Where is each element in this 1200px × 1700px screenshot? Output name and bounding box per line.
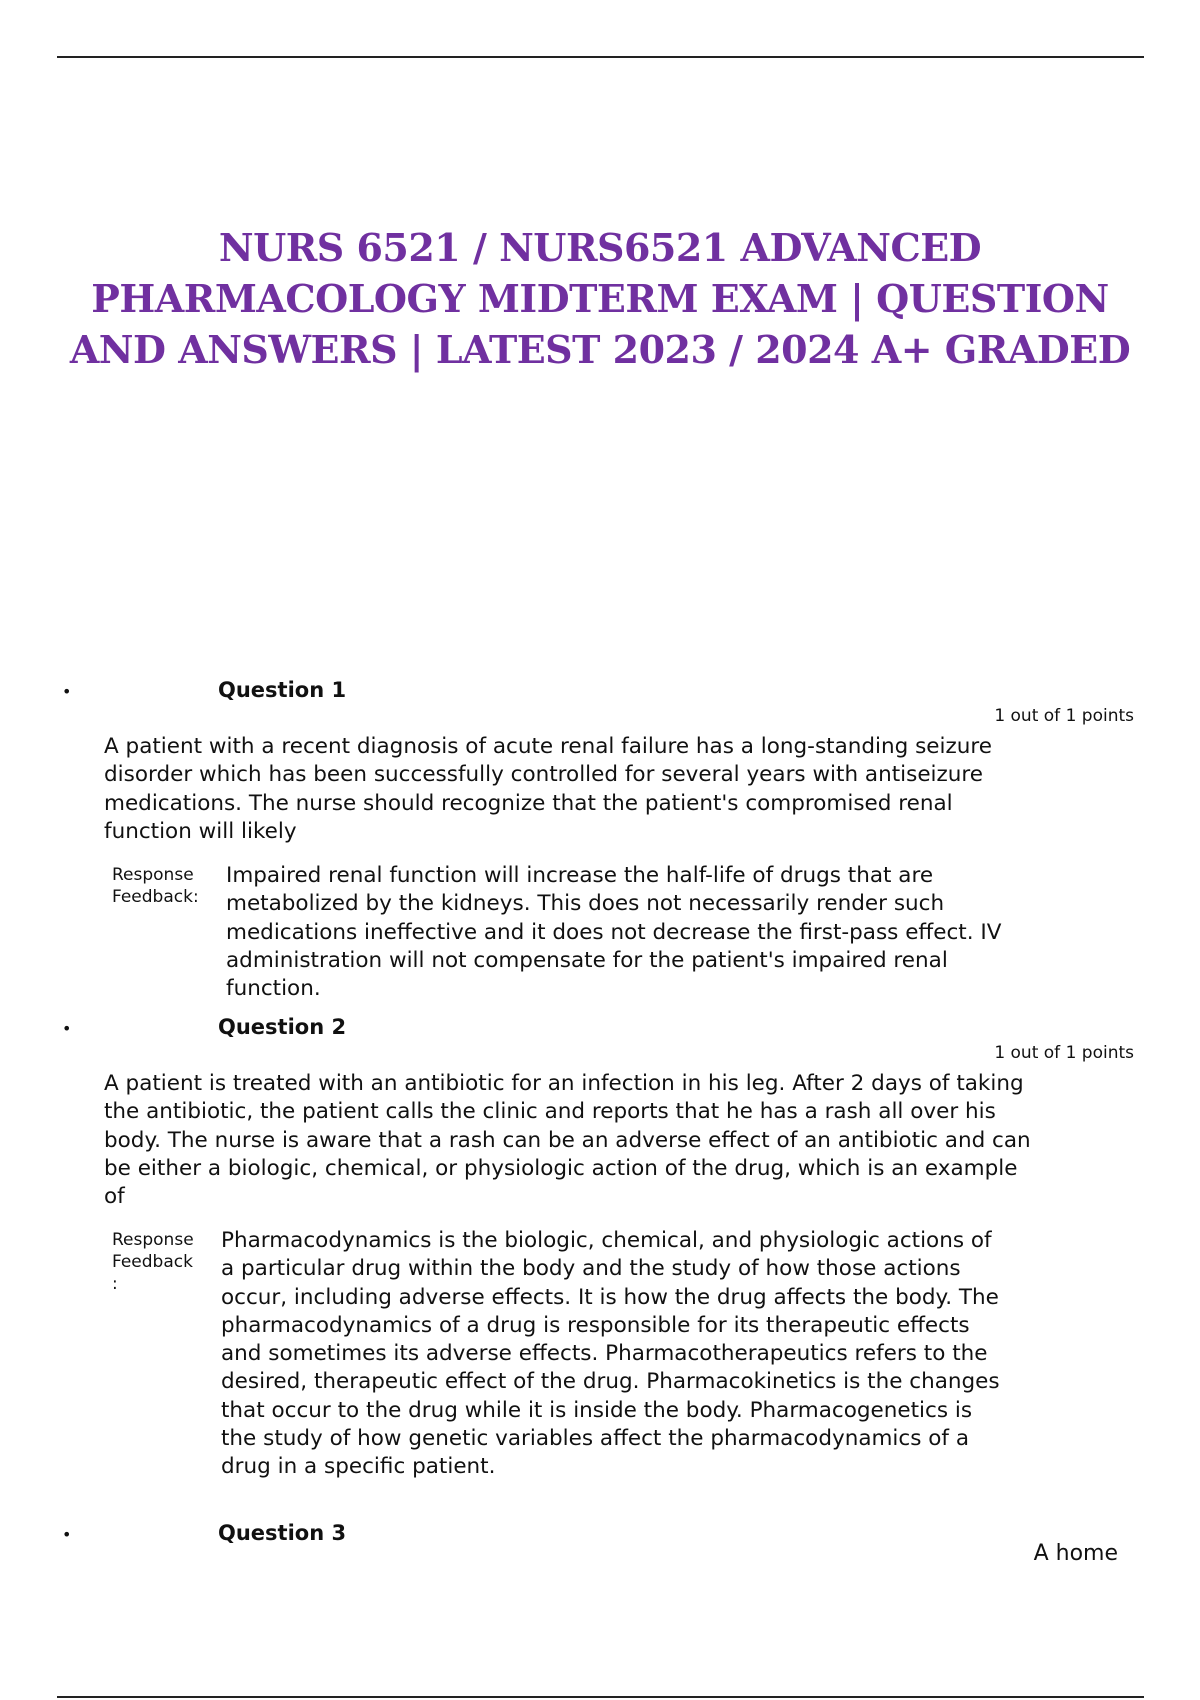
bottom-rule	[57, 1696, 1144, 1698]
question-1-label: Question 1	[218, 678, 347, 702]
bullet: •	[62, 682, 72, 701]
question-1-points: 1 out of 1 points	[994, 706, 1134, 726]
question-3-partial-text: A home	[1033, 1541, 1118, 1566]
bullet: •	[62, 1019, 72, 1038]
question-2-points: 1 out of 1 points	[994, 1043, 1134, 1063]
bullet: •	[62, 1525, 72, 1544]
document-title: NURS 6521 / NURS6521 ADVANCED PHARMACOLOGY MIDTERM EXAM | QUESTION AND ANSWERS | LATEST 2023 / 2024 A+ GRADED	[69, 225, 1131, 372]
question-1-feedback-text: Impaired renal function will increase the half-life of drugs that are metabolized by the kidneys. This does not necessarily render such medications ineffective and it does not decrease the first-pass effect. IV administration will not compensate for the patient's impaired renal function.	[226, 863, 1002, 1002]
question-3-label: Question 3	[218, 1521, 347, 1545]
question-1-feedback-label: Response Feedback:	[112, 865, 199, 907]
question-2-feedback-text: Pharmacodynamics is the biologic, chemical, and physiologic actions of a particular drug within the body and the study of how those actions occur, including adverse effects. It is how the drug affects the body. The pharmacodynamics of a drug is responsible for its therapeutic effects and sometimes its adverse effects. Pharmacotherapeutics refers to the desired, therapeutic effect of the drug. Pharmacokinetics is the changes that occur to the drug while it is inside the body. Pharmacogenetics is the study of how genetic variables affect the pharmacodynamics of a drug in a specific patient.	[221, 1228, 1000, 1480]
question-1-text: A patient with a recent diagnosis of acute renal failure has a long-standing seizure disorder which has been successfully controlled for several years with antiseizure medications. The nurse should recognize that the patient's compromised renal function will likely	[104, 734, 993, 844]
question-2-text: A patient is treated with an antibiotic for an infection in his leg. After 2 days of taking the antibiotic, the patient calls the clinic and reports that he has a rash all over his body. The nurse is aware that a rash can be an adverse effect of an antibiotic and can be either a biologic, chemical, or physiologic action of the drug, which is an example of	[104, 1071, 1031, 1210]
question-2-feedback-label: Response Feedback :	[112, 1230, 194, 1294]
top-rule	[57, 56, 1144, 58]
question-2-label: Question 2	[218, 1015, 347, 1039]
